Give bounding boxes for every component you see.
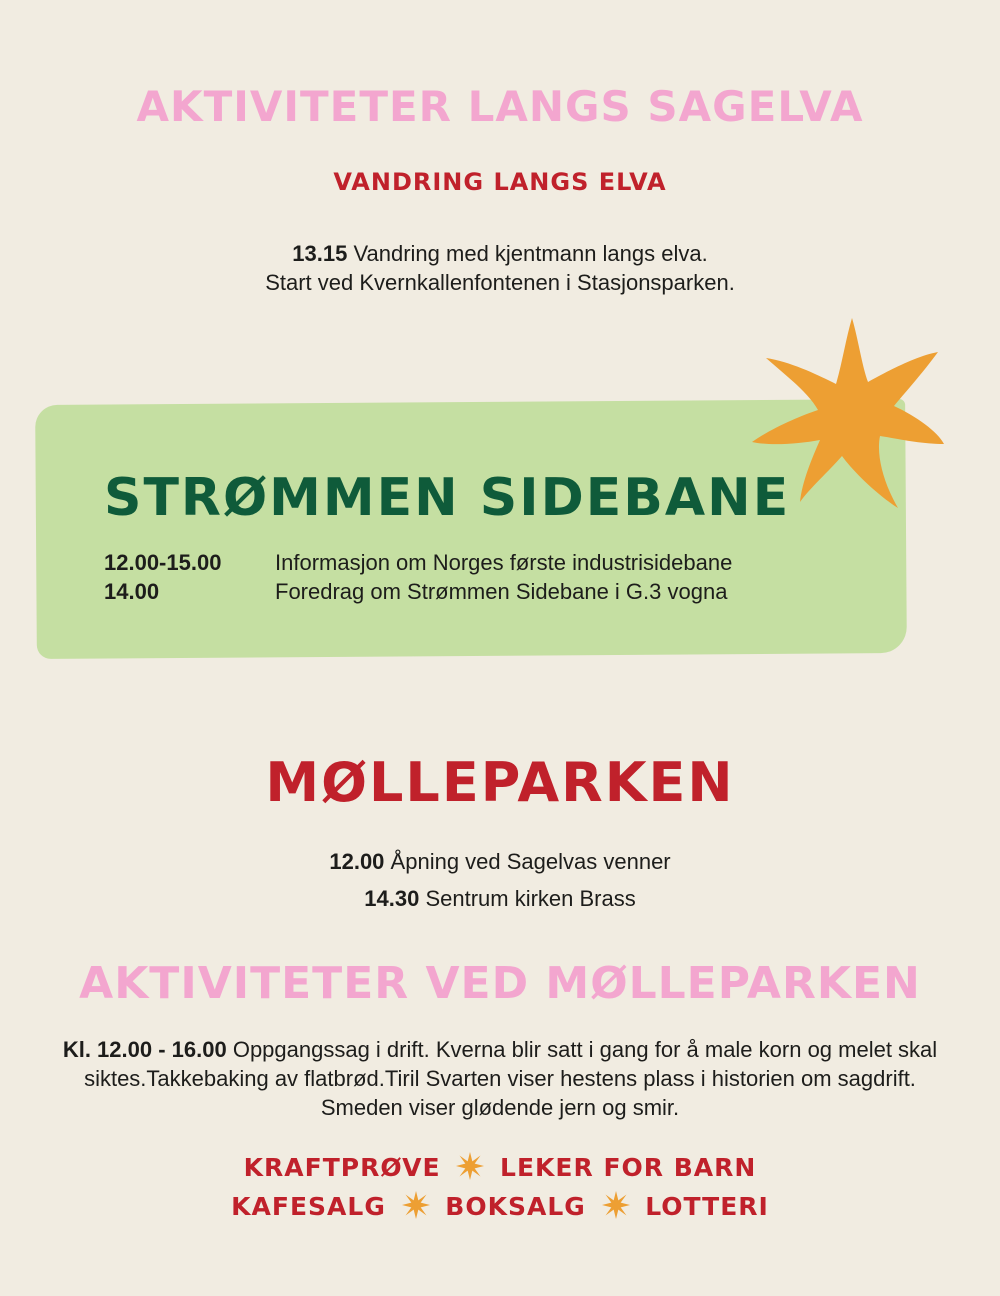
subtitle-vandring: VANDRING LANGS ELVA	[333, 168, 667, 196]
star-icon	[456, 1152, 484, 1180]
walk-time: 13.15	[292, 241, 348, 266]
item-time: 12.00	[329, 849, 385, 874]
footer-item: KRAFTPRØVE	[243, 1153, 441, 1182]
section-title-sagelva: AKTIVITETER LANGS SAGELVA	[136, 82, 864, 131]
schedule-text: Informasjon om Norges første industrisidebane	[275, 550, 733, 575]
schedule-time: 14.00	[104, 579, 160, 604]
item-time: 14.30	[364, 886, 420, 911]
schedule-row	[104, 577, 864, 606]
activities-paragraph	[60, 1035, 940, 1122]
molleparken-item	[0, 884, 1000, 913]
footer-item: LEKER FOR BARN	[500, 1153, 757, 1182]
activities-time: Kl. 12.00 - 16.00	[62, 1037, 227, 1062]
star-icon	[402, 1191, 430, 1219]
schedule-row	[104, 548, 864, 577]
section-title-molleparken: MØLLEPARKEN	[265, 751, 735, 814]
footer-line-2	[0, 1191, 1000, 1221]
activities-text: Oppgangssag i drift. Kverna blir satt i gang for å male korn og melet skal siktes.Takkebaking av flatbrød.Tiril Svarten viser hestens plass i historien om sagdrift. Smeden viser glødende jern og smir.	[84, 1037, 938, 1120]
walk-start-text: Start ved Kvernkallenfontenen i Stasjonsparken.	[265, 270, 735, 295]
walk-info	[0, 239, 1000, 297]
schedule-time: 12.00-15.00	[104, 550, 222, 575]
schedule-text: Foredrag om Strømmen Sidebane i G.3 vogna	[275, 579, 728, 604]
star-icon	[602, 1191, 630, 1219]
walk-text: Vandring med kjentmann langs elva.	[353, 241, 708, 266]
item-text: Sentrum kirken Brass	[425, 886, 636, 911]
molleparken-item	[0, 847, 1000, 876]
item-text: Åpning ved Sagelvas venner	[390, 849, 671, 874]
footer-line-1	[0, 1152, 1000, 1182]
footer-item: BOKSALG	[445, 1192, 586, 1221]
section-title-aktiviteter-molleparken: AKTIVITETER VED MØLLEPARKEN	[79, 958, 921, 1009]
footer-item: LOTTERI	[645, 1192, 769, 1221]
footer-item: KAFESALG	[231, 1192, 386, 1221]
section-title-sidebane: STRØMMEN SIDEBANE	[104, 468, 791, 528]
